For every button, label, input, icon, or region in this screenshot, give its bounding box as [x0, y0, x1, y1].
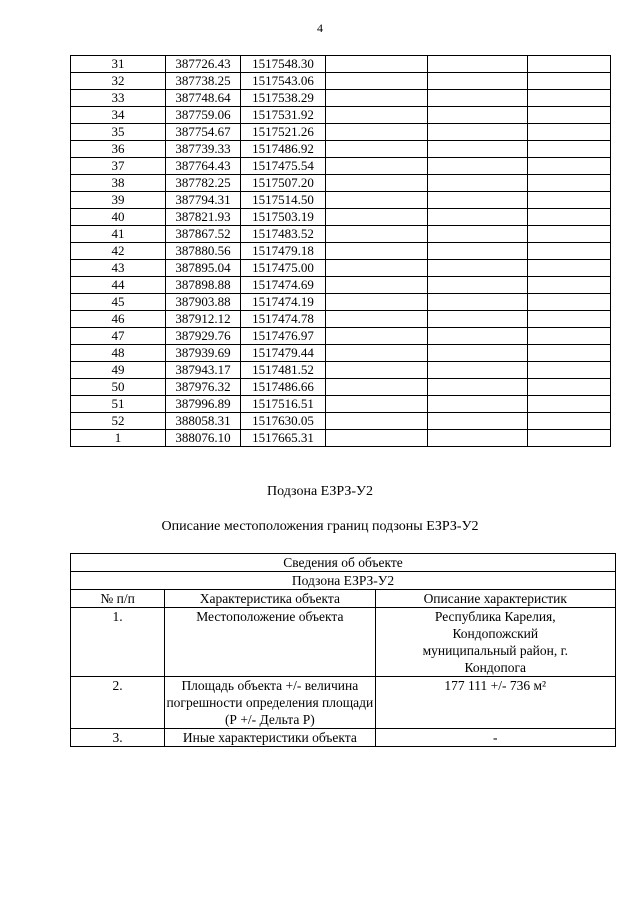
point-number: 1 — [71, 430, 166, 447]
point-number: 47 — [71, 328, 166, 345]
coordinate-y: 1517476.97 — [241, 328, 326, 345]
coordinate-row — [71, 90, 611, 107]
coordinate-row — [71, 243, 611, 260]
empty-cell — [528, 430, 611, 447]
subzone-title: Подзона ЕЗРЗ-У2 — [267, 484, 373, 499]
coordinate-y: 1517474.78 — [241, 311, 326, 328]
empty-cell — [528, 175, 611, 192]
empty-cell — [528, 107, 611, 124]
empty-cell — [528, 192, 611, 209]
coordinate-x: 387739.33 — [166, 141, 241, 158]
coordinate-y: 1517543.06 — [241, 73, 326, 90]
coordinate-x: 387726.43 — [166, 56, 241, 73]
coordinate-y: 1517531.92 — [241, 107, 326, 124]
coordinate-y: 1517486.92 — [241, 141, 326, 158]
empty-cell — [326, 362, 428, 379]
empty-cell — [428, 396, 528, 413]
coordinate-row — [71, 192, 611, 209]
empty-cell — [326, 328, 428, 345]
coordinate-x: 387880.56 — [166, 243, 241, 260]
coordinate-row — [71, 328, 611, 345]
coordinate-y: 1517521.26 — [241, 124, 326, 141]
column-header-number: № п/п — [71, 590, 165, 608]
empty-cell — [528, 56, 611, 73]
empty-cell — [528, 294, 611, 311]
row-characteristic: Местоположение объекта — [165, 608, 375, 677]
empty-cell — [528, 328, 611, 345]
empty-cell — [326, 192, 428, 209]
empty-cell — [428, 226, 528, 243]
empty-cell — [428, 90, 528, 107]
row-characteristic: Площадь объекта +/- величина погрешности определения площади (Р +/- Дельта Р) — [166, 678, 374, 727]
object-info-header: Сведения об объекте — [71, 554, 616, 572]
object-info-table — [70, 553, 616, 747]
coordinates-table — [70, 55, 611, 447]
table-row — [71, 729, 616, 747]
point-number: 36 — [71, 141, 166, 158]
column-header-row — [71, 590, 616, 608]
column-header-description: Описание характеристик — [375, 590, 615, 608]
empty-cell — [428, 141, 528, 158]
empty-cell — [326, 226, 428, 243]
point-number: 43 — [71, 260, 166, 277]
row-description: Республика Карелия, Кондопожский муниципальный район, г. Кондопога — [375, 608, 615, 677]
empty-cell — [528, 379, 611, 396]
empty-cell — [428, 260, 528, 277]
empty-cell — [428, 311, 528, 328]
table-row — [71, 677, 616, 729]
coordinate-row — [71, 73, 611, 90]
row-number: 2. — [71, 677, 165, 729]
empty-cell — [428, 277, 528, 294]
point-number: 45 — [71, 294, 166, 311]
coordinate-x: 387903.88 — [166, 294, 241, 311]
coordinate-row — [71, 379, 611, 396]
coordinate-y: 1517486.66 — [241, 379, 326, 396]
point-number: 37 — [71, 158, 166, 175]
empty-cell — [428, 413, 528, 430]
empty-cell — [428, 209, 528, 226]
empty-cell — [428, 73, 528, 90]
coordinate-y: 1517665.31 — [241, 430, 326, 447]
empty-cell — [326, 141, 428, 158]
coordinate-row — [71, 294, 611, 311]
coordinate-x: 387782.25 — [166, 175, 241, 192]
empty-cell — [326, 413, 428, 430]
empty-cell — [326, 277, 428, 294]
coordinate-x: 387895.04 — [166, 260, 241, 277]
coordinate-y: 1517474.69 — [241, 277, 326, 294]
coordinate-x: 387939.69 — [166, 345, 241, 362]
empty-cell — [428, 192, 528, 209]
coordinate-x: 387912.12 — [166, 311, 241, 328]
coordinate-x: 387738.25 — [166, 73, 241, 90]
empty-cell — [528, 260, 611, 277]
empty-cell — [528, 277, 611, 294]
empty-cell — [326, 158, 428, 175]
empty-cell — [326, 243, 428, 260]
empty-cell — [326, 124, 428, 141]
coordinate-y: 1517479.44 — [241, 345, 326, 362]
coordinate-row — [71, 56, 611, 73]
empty-cell — [326, 379, 428, 396]
coordinate-row — [71, 107, 611, 124]
coordinate-y: 1517475.54 — [241, 158, 326, 175]
empty-cell — [528, 226, 611, 243]
table-header-row — [71, 554, 616, 572]
empty-cell — [326, 175, 428, 192]
empty-cell — [428, 328, 528, 345]
point-number: 39 — [71, 192, 166, 209]
coordinate-x: 387754.67 — [166, 124, 241, 141]
empty-cell — [326, 260, 428, 277]
empty-cell — [528, 396, 611, 413]
empty-cell — [326, 294, 428, 311]
coordinate-x: 387867.52 — [166, 226, 241, 243]
coordinate-row — [71, 141, 611, 158]
point-number: 48 — [71, 345, 166, 362]
coordinate-x: 387943.17 — [166, 362, 241, 379]
coordinate-row — [71, 158, 611, 175]
point-number: 42 — [71, 243, 166, 260]
coordinate-y: 1517538.29 — [241, 90, 326, 107]
empty-cell — [428, 158, 528, 175]
coordinate-x: 387821.93 — [166, 209, 241, 226]
empty-cell — [528, 141, 611, 158]
coordinate-x: 387764.43 — [166, 158, 241, 175]
coordinate-row — [71, 430, 611, 447]
coordinate-x: 388058.31 — [166, 413, 241, 430]
empty-cell — [528, 243, 611, 260]
coordinate-y: 1517516.51 — [241, 396, 326, 413]
empty-cell — [528, 73, 611, 90]
coordinate-x: 387898.88 — [166, 277, 241, 294]
empty-cell — [326, 345, 428, 362]
coordinate-row — [71, 311, 611, 328]
point-number: 32 — [71, 73, 166, 90]
empty-cell — [326, 209, 428, 226]
point-number: 41 — [71, 226, 166, 243]
coordinate-row — [71, 175, 611, 192]
empty-cell — [326, 396, 428, 413]
coordinate-row — [71, 413, 611, 430]
empty-cell — [428, 379, 528, 396]
empty-cell — [428, 362, 528, 379]
point-number: 46 — [71, 311, 166, 328]
coordinate-y: 1517548.30 — [241, 56, 326, 73]
page-number: 4 — [317, 21, 323, 35]
coordinate-row — [71, 396, 611, 413]
coordinate-y: 1517474.19 — [241, 294, 326, 311]
point-number: 49 — [71, 362, 166, 379]
coordinate-y: 1517514.50 — [241, 192, 326, 209]
point-number: 51 — [71, 396, 166, 413]
coordinate-x: 387929.76 — [166, 328, 241, 345]
empty-cell — [428, 56, 528, 73]
empty-cell — [428, 243, 528, 260]
coordinate-row — [71, 345, 611, 362]
point-number: 33 — [71, 90, 166, 107]
coordinate-x: 387794.31 — [166, 192, 241, 209]
coordinate-y: 1517630.05 — [241, 413, 326, 430]
coordinate-y: 1517475.00 — [241, 260, 326, 277]
table-subheader-row — [71, 572, 616, 590]
empty-cell — [326, 56, 428, 73]
empty-cell — [528, 311, 611, 328]
coordinate-x: 387996.89 — [166, 396, 241, 413]
empty-cell — [326, 311, 428, 328]
empty-cell — [326, 73, 428, 90]
coordinate-row — [71, 260, 611, 277]
empty-cell — [428, 430, 528, 447]
point-number: 31 — [71, 56, 166, 73]
row-number: 1. — [71, 608, 165, 677]
empty-cell — [528, 90, 611, 107]
point-number: 52 — [71, 413, 166, 430]
point-number: 34 — [71, 107, 166, 124]
row-characteristic: Иные характеристики объекта — [165, 729, 375, 747]
column-header-characteristic: Характеристика объекта — [165, 590, 375, 608]
empty-cell — [528, 209, 611, 226]
point-number: 40 — [71, 209, 166, 226]
coordinate-y: 1517507.20 — [241, 175, 326, 192]
point-number: 38 — [71, 175, 166, 192]
coordinate-x: 387759.06 — [166, 107, 241, 124]
empty-cell — [528, 362, 611, 379]
point-number: 35 — [71, 124, 166, 141]
coordinate-row — [71, 226, 611, 243]
empty-cell — [428, 107, 528, 124]
coordinate-y: 1517481.52 — [241, 362, 326, 379]
row-description: - — [375, 729, 615, 747]
empty-cell — [528, 158, 611, 175]
coordinate-y: 1517503.19 — [241, 209, 326, 226]
coordinate-row — [71, 277, 611, 294]
coordinate-x: 387748.64 — [166, 90, 241, 107]
subzone-header: Подзона ЕЗРЗ-У2 — [71, 572, 616, 590]
empty-cell — [528, 413, 611, 430]
coordinate-row — [71, 124, 611, 141]
coordinate-row — [71, 209, 611, 226]
empty-cell — [428, 124, 528, 141]
empty-cell — [326, 107, 428, 124]
coordinate-x: 387976.32 — [166, 379, 241, 396]
empty-cell — [528, 124, 611, 141]
description-title: Описание местоположения границ подзоны ЕЗРЗ-У2 — [161, 519, 479, 534]
table-row — [71, 608, 616, 677]
empty-cell — [326, 430, 428, 447]
empty-cell — [528, 345, 611, 362]
empty-cell — [428, 345, 528, 362]
empty-cell — [428, 294, 528, 311]
coordinate-y: 1517479.18 — [241, 243, 326, 260]
point-number: 50 — [71, 379, 166, 396]
point-number: 44 — [71, 277, 166, 294]
coordinate-y: 1517483.52 — [241, 226, 326, 243]
coordinate-row — [71, 362, 611, 379]
row-number: 3. — [71, 729, 165, 747]
coordinate-x: 388076.10 — [166, 430, 241, 447]
row-description: 177 111 +/- 736 м² — [375, 677, 615, 729]
empty-cell — [428, 175, 528, 192]
empty-cell — [326, 90, 428, 107]
